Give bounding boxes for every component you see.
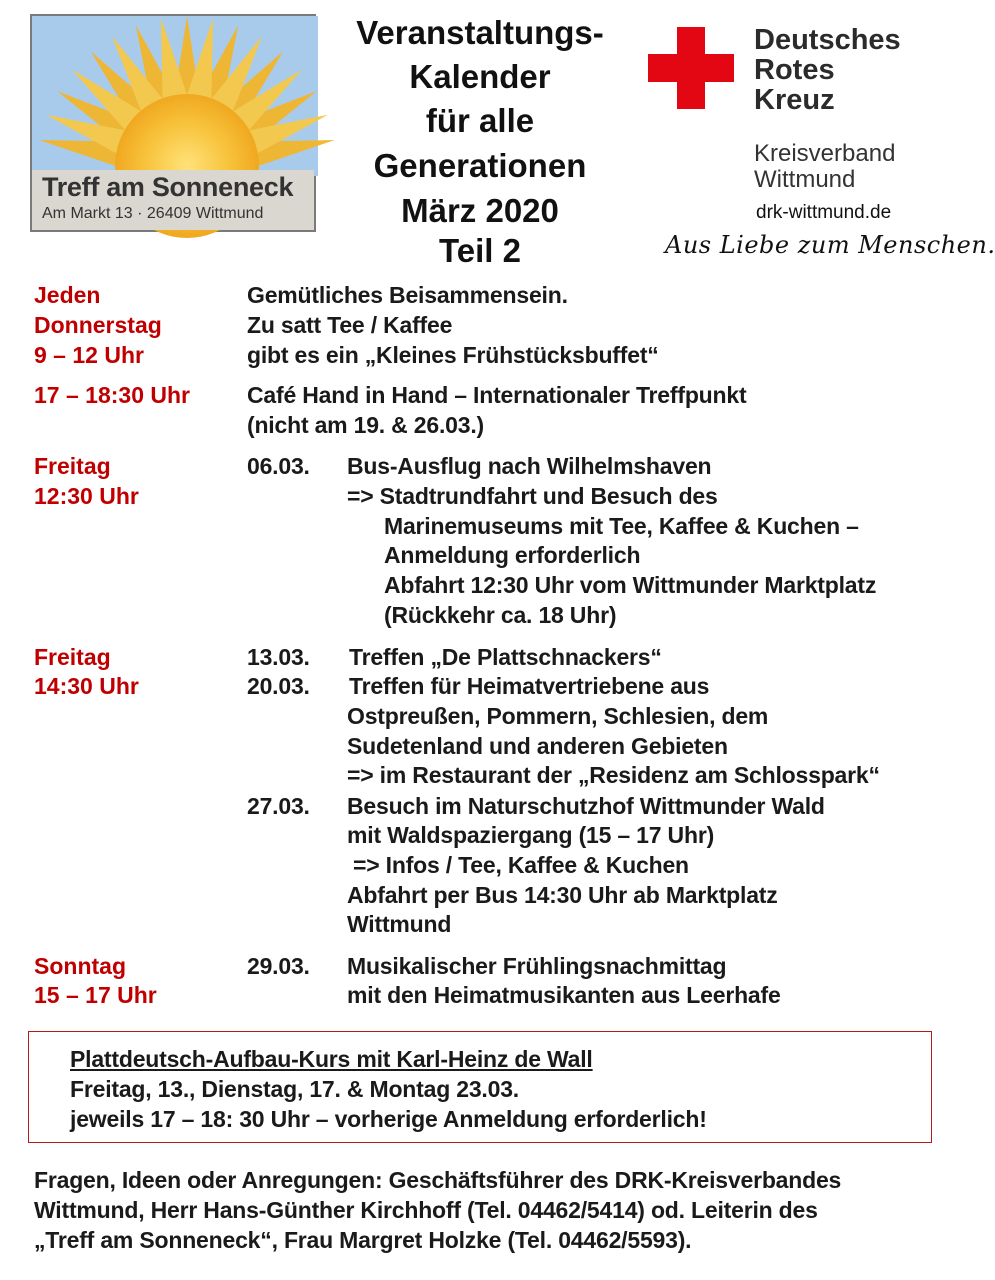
friday1-line-3: Marinemuseums mit Tee, Kaffee & Kuchen –	[384, 513, 859, 539]
friday2-item3-line-5: Wittmund	[347, 911, 452, 937]
logo-caption	[32, 170, 314, 230]
friday2-item2-line-1: Treffen für Heimatvertriebene aus	[349, 673, 710, 699]
course-times: jeweils 17 – 18: 30 Uhr – vorherige Anmeldung erforderlich!	[70, 1106, 707, 1132]
title-line-3: für alle	[425, 102, 535, 139]
friday1-line-1: Bus-Ausflug nach Wilhelmshaven	[347, 453, 712, 479]
drk-name-line-3: Kreuz	[754, 84, 835, 116]
course-title: Plattdeutsch-Aufbau-Kurs mit Karl-Heinz de Wall	[70, 1046, 593, 1072]
logo-name: Treff am Sonneneck	[42, 172, 294, 202]
footer-line-3: „Treff am Sonneneck“, Frau Margret Holzke (Tel. 04462/5593).	[34, 1227, 692, 1253]
footer-line-2: Wittmund, Herr Hans-Günther Kirchhoff (Tel. 04462/5414) od. Leiterin des	[34, 1197, 818, 1223]
thursday-when-2: Donnerstag	[34, 312, 162, 338]
red-cross-icon	[648, 27, 734, 109]
friday2-when-2: 14:30 Uhr	[34, 673, 139, 699]
title-line-6: Teil 2	[439, 232, 521, 269]
friday1-line-6: (Rückkehr ca. 18 Uhr)	[384, 602, 617, 628]
course-dates: Freitag, 13., Dienstag, 17. & Montag 23.03.	[70, 1076, 519, 1102]
friday2-item3-date: 27.03.	[247, 793, 310, 819]
drk-sub-line-1: Kreisverband	[754, 140, 896, 167]
title-line-2: Kalender	[409, 58, 551, 95]
logo-address: Am Markt 13 · 26409 Wittmund	[42, 205, 264, 222]
friday1-when-1: Freitag	[34, 453, 111, 479]
thursday-line-3: gibt es ein „Kleines Frühstücksbuffet“	[247, 342, 659, 368]
sunday-line-2: mit den Heimatmusikanten aus Leerhafe	[347, 982, 781, 1008]
friday1-date: 06.03.	[247, 453, 310, 479]
thursday-line-1: Gemütliches Beisammensein.	[247, 282, 568, 308]
drk-name-line-1: Deutsches	[754, 24, 901, 56]
sun-icon	[32, 16, 318, 176]
sunday-when-1: Sonntag	[34, 953, 126, 979]
title-line-1: Veranstaltungs-	[356, 14, 604, 51]
thursday-when-1: Jeden	[34, 282, 101, 308]
cafe-line-1: Café Hand in Hand – Internationaler Treffpunkt	[247, 382, 747, 408]
friday2-item3-line-3: => Infos / Tee, Kaffee & Kuchen	[353, 852, 689, 878]
friday2-item3-line-2: mit Waldspaziergang (15 – 17 Uhr)	[347, 822, 715, 848]
cafe-line-2: (nicht am 19. & 26.03.)	[247, 412, 484, 438]
sunday-date: 29.03.	[247, 953, 310, 979]
friday2-item1-line-1: Treffen „De Plattschnackers“	[349, 644, 662, 670]
sunday-line-1: Musikalischer Frühlingsnachmittag	[347, 953, 727, 979]
friday1-line-4: Anmeldung erforderlich	[384, 542, 641, 568]
title-line-4: Generationen	[373, 147, 587, 184]
drk-url[interactable]: drk-wittmund.de	[756, 202, 892, 223]
friday2-item2-line-4: => im Restaurant der „Residenz am Schlosspark“	[347, 762, 880, 788]
friday2-when-1: Freitag	[34, 644, 111, 670]
friday2-item2-line-2: Ostpreußen, Pommern, Schlesien, dem	[347, 703, 769, 729]
friday1-when-2: 12:30 Uhr	[34, 483, 139, 509]
footer-line-1: Fragen, Ideen oder Anregungen: Geschäftsführer des DRK-Kreisverbandes	[34, 1167, 842, 1193]
friday2-item2-line-3: Sudetenland und anderen Gebieten	[347, 733, 728, 759]
friday1-line-2: => Stadtrundfahrt und Besuch des	[347, 483, 718, 509]
friday2-item1-date: 13.03.	[247, 644, 310, 670]
friday2-item3-line-4: Abfahrt per Bus 14:30 Uhr ab Marktplatz	[347, 882, 778, 908]
sunday-when-2: 15 – 17 Uhr	[34, 982, 157, 1008]
friday2-item2-date: 20.03.	[247, 673, 310, 699]
cafe-when: 17 – 18:30 Uhr	[34, 382, 190, 408]
friday1-line-5: Abfahrt 12:30 Uhr vom Wittmunder Marktplatz	[384, 572, 877, 598]
friday2-item3-line-1: Besuch im Naturschutzhof Wittmunder Wald	[347, 793, 825, 819]
drk-slogan: Aus Liebe zum Menschen.	[665, 231, 995, 259]
thursday-when-3: 9 – 12 Uhr	[34, 342, 144, 368]
treff-logo	[30, 14, 316, 232]
drk-name-line-2: Rotes	[754, 54, 835, 86]
thursday-line-2: Zu satt Tee / Kaffee	[247, 312, 453, 338]
drk-sub-line-2: Wittmund	[754, 166, 856, 193]
title-line-5: März 2020	[401, 192, 559, 229]
